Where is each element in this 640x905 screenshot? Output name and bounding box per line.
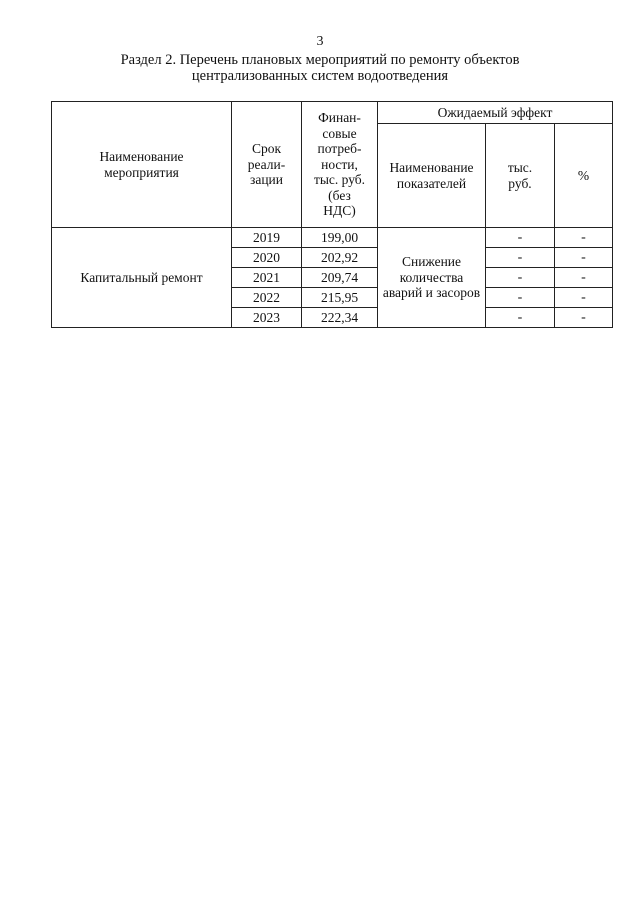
percent-cell: - <box>555 228 613 248</box>
year-cell: 2019 <box>232 228 302 248</box>
section-title-line-1: Раздел 2. Перечень плановых мероприятий по ремонту объектов <box>120 52 520 68</box>
header-indicator-name: Наименование показателей <box>378 124 486 228</box>
thousand-rub-cell: - <box>486 308 555 328</box>
thousand-rub-cell: - <box>486 288 555 308</box>
indicator-cell: Снижение количества аварий и засоров <box>378 228 486 328</box>
year-cell: 2022 <box>232 288 302 308</box>
year-cell: 2021 <box>232 268 302 288</box>
year-cell: 2020 <box>232 248 302 268</box>
section-title <box>60 52 580 84</box>
section-title-line-2: централизованных систем водоотведения <box>191 68 449 84</box>
header-finance: Финан- совые потреб- ности, тыс. руб. (без НДС) <box>302 102 378 228</box>
amount-cell: 222,34 <box>302 308 378 328</box>
table-row <box>52 228 613 248</box>
amount-cell: 215,95 <box>302 288 378 308</box>
thousand-rub-cell: - <box>486 228 555 248</box>
page-number: 3 <box>316 34 324 49</box>
measure-name-cell: Капитальный ремонт <box>52 228 232 328</box>
percent-cell: - <box>555 288 613 308</box>
thousand-rub-cell: - <box>486 268 555 288</box>
header-expected-effect: Ожидаемый эффект <box>378 102 613 124</box>
amount-cell: 202,92 <box>302 248 378 268</box>
percent-cell: - <box>555 248 613 268</box>
percent-cell: - <box>555 268 613 288</box>
year-cell: 2023 <box>232 308 302 328</box>
amount-cell: 209,74 <box>302 268 378 288</box>
thousand-rub-cell: - <box>486 248 555 268</box>
percent-cell: - <box>555 308 613 328</box>
header-measure-name: Наименование мероприятия <box>52 102 232 228</box>
header-percent: % <box>555 124 613 228</box>
header-period: Срок реали- зации <box>232 102 302 228</box>
header-thousand-rub: тыс. руб. <box>486 124 555 228</box>
amount-cell: 199,00 <box>302 228 378 248</box>
measures-table <box>51 101 613 328</box>
